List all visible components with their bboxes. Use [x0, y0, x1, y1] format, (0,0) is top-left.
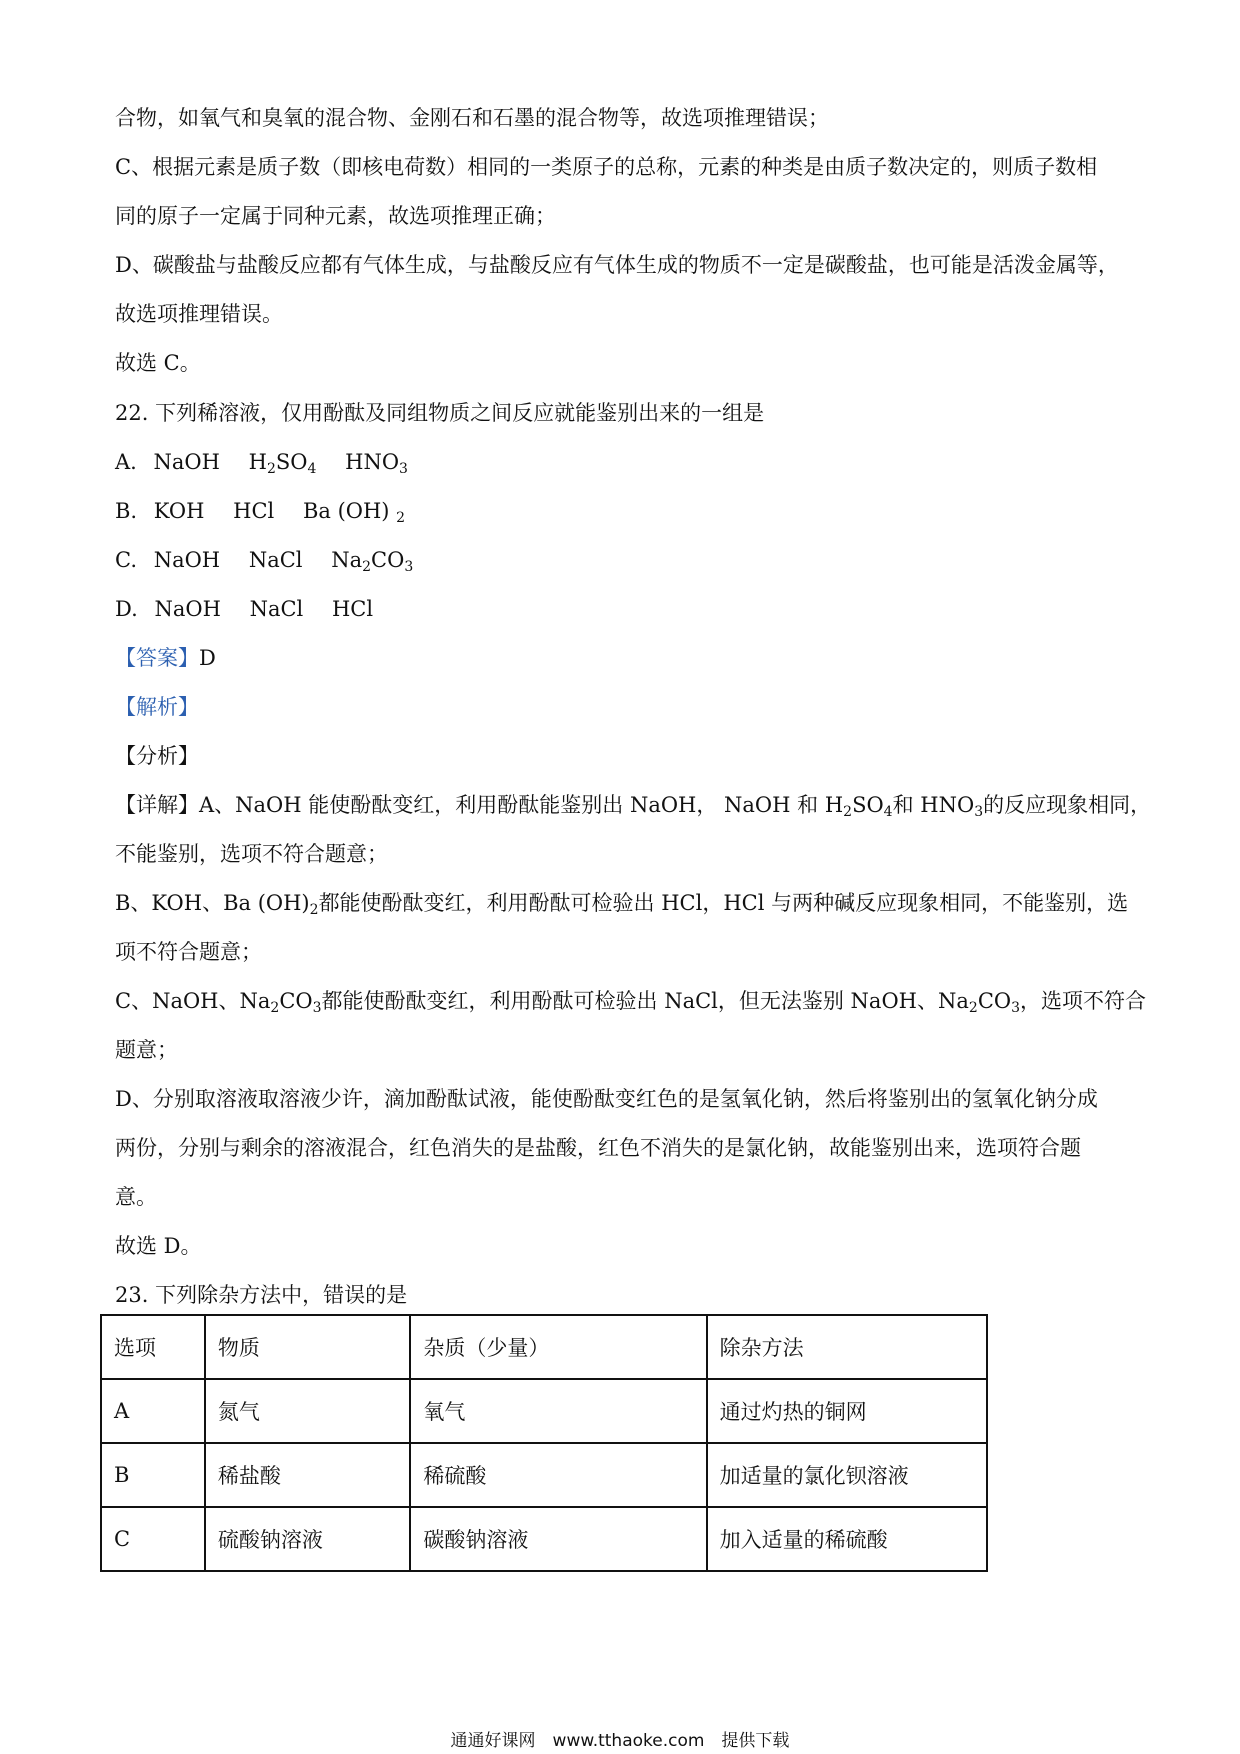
option-d [115, 594, 1135, 624]
table-cell: 氧气 [410, 1379, 706, 1443]
option-a [115, 447, 1135, 477]
formula: NaOH [153, 548, 221, 572]
formula: $H_2SO_4$ [248, 450, 317, 477]
table-row [101, 1443, 987, 1507]
option-letter: A. [115, 450, 137, 474]
table-row [101, 1507, 987, 1571]
option-c [115, 545, 1135, 575]
footer-credit: 通通好课网 www.tthaoke.com 提供下载 [450, 1731, 790, 1751]
detail-a-line: 【详解】A、NaOH 能使酚酞变红，利用酚酞能鉴别出 NaOH， NaOH 和 $H_2SO_4$和 $HNO_3$的反应现象相同， [115, 793, 1152, 820]
text-line: 两份，分别与剩余的溶液混合，红色消失的是盐酸，红色不消失的是氯化钠，故能鉴别出来，选项符合题 [115, 1136, 1081, 1160]
text-line: 故选 C。 [115, 351, 201, 375]
option-letter: B. [115, 499, 138, 523]
table-header-cell: 物质 [205, 1315, 411, 1379]
formula: $Na_2CO_3$ [331, 548, 414, 575]
formula: Ba (OH) $_2$ [302, 499, 406, 526]
text-line: D、分别取溶液取溶液少许，滴加酚酞试液，能使酚酞变红色的是氢氧化钠，然后将鉴别出的氢氧化钠分成 [115, 1087, 1098, 1111]
table-header-cell: 除杂方法 [707, 1315, 987, 1379]
fenxi-label: 【分析】 [115, 744, 199, 768]
option-letter: C. [115, 548, 137, 572]
analysis-label: 【解析】 [115, 695, 199, 719]
table-cell: 加适量的氯化钡溶液 [707, 1443, 987, 1507]
detail-c-line: C、NaOH、$Na_2CO_3$都能使酚酞变红，利用酚酞可检验出 NaCl，但无法鉴别 NaOH、$Na_2CO_3$，选项不符合 [115, 989, 1147, 1016]
table-cell: 加入适量的稀硫酸 [707, 1507, 987, 1571]
table-header-row [101, 1315, 987, 1379]
formula: NaOH [153, 450, 220, 474]
table-cell: A [101, 1379, 205, 1443]
table-cell: C [101, 1507, 205, 1571]
impurity-table [100, 1314, 988, 1572]
table-cell: 硫酸钠溶液 [205, 1507, 411, 1571]
text-line: 不能鉴别，选项不符合题意； [115, 842, 388, 866]
option-b [115, 496, 1135, 526]
answer-label: 【答案】 [115, 646, 199, 670]
text-line: 项不符合题意； [115, 940, 262, 964]
formula: HCl [233, 499, 275, 523]
text-line: 合物，如氧气和臭氧的混合物、金刚石和石墨的混合物等，故选项推理错误； [115, 106, 829, 130]
table-cell: 碳酸钠溶液 [410, 1507, 706, 1571]
formula: KOH [153, 499, 205, 523]
question-23-title: 23. 下列除杂方法中，错误的是 [115, 1283, 408, 1307]
table-cell: B [101, 1443, 205, 1507]
formula: NaCl [249, 597, 304, 621]
answer-line [115, 643, 1135, 673]
question-22-title: 22. 下列稀溶液，仅用酚酞及同组物质之间反应就能鉴别出来的一组是 [115, 401, 765, 425]
text-line: D、碳酸盐与盐酸反应都有气体生成，与盐酸反应有气体生成的物质不一定是碳酸盐，也可能是活泼金属等， [115, 253, 1119, 277]
table-row [101, 1379, 987, 1443]
text-line: C、根据元素是质子数（即核电荷数）相同的一类原子的总称，元素的种类是由质子数决定的，则质子数相 [115, 155, 1098, 179]
table-header-cell: 选项 [101, 1315, 205, 1379]
detail-b-line: B、KOH、Ba $(OH)_2$都能使酚酞变红，利用酚酞可检验出 HCl，HCl 与两种碱反应现象相同，不能鉴别，选 [115, 891, 1129, 918]
text-line: 故选项推理错误。 [115, 302, 283, 326]
text-line: 同的原子一定属于同种元素，故选项推理正确； [115, 204, 556, 228]
formula: $HNO_3$ [345, 450, 408, 477]
table-cell: 稀硫酸 [410, 1443, 706, 1507]
formula: NaOH [154, 597, 221, 621]
table-header-cell: 杂质（少量） [410, 1315, 706, 1379]
option-letter: D. [115, 597, 138, 621]
table-cell: 氮气 [205, 1379, 411, 1443]
text-line: 意。 [115, 1185, 157, 1209]
text-line: 题意； [115, 1038, 178, 1062]
table-cell: 稀盐酸 [205, 1443, 411, 1507]
formula: HCl [331, 597, 374, 621]
conclusion: 故选 D。 [115, 1234, 202, 1258]
formula: NaCl [248, 548, 303, 572]
table-cell: 通过灼热的铜网 [707, 1379, 987, 1443]
answer-value: D [199, 646, 216, 670]
